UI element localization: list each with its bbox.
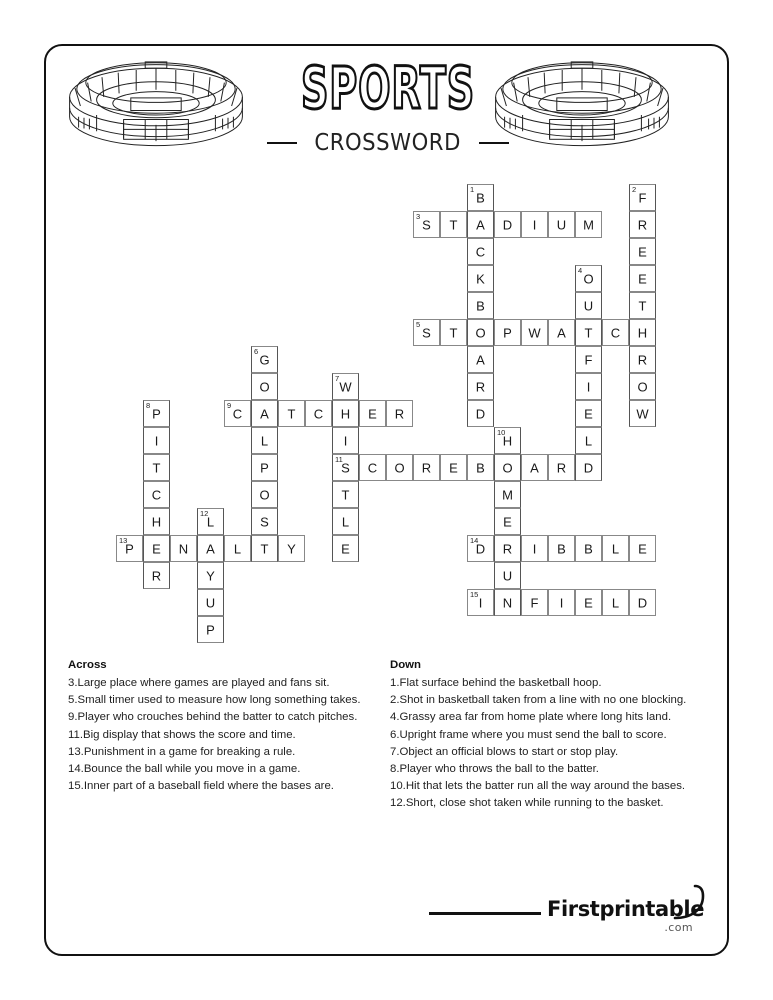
cell-letter: O [583,271,594,286]
grid-cell[interactable] [575,400,602,427]
cell-letter: L [611,541,620,556]
across-clue-list [68,675,368,795]
cell-letter: H [637,325,648,340]
cell-letter: I [532,217,537,232]
cell-letter: L [584,433,593,448]
cell-number: 13 [119,536,128,545]
cell-letter: C [610,325,621,340]
cell-letter: E [449,460,458,475]
clue-item: 7.Object an official blows to start or stop play. [390,745,619,758]
grid-cell[interactable] [305,400,332,427]
clue-item: 10.Hit that lets the batter run all the way around the bases. [390,780,686,793]
grid-cell[interactable] [359,400,386,427]
grid-cell[interactable] [332,535,359,562]
cell-letter: F [638,190,647,205]
cell-letter: P [125,541,134,556]
cell-letter: O [394,460,405,475]
cell-number: 4 [578,266,583,275]
grid-cell[interactable] [494,319,521,346]
grid-cell[interactable] [548,319,575,346]
cell-number: 14 [470,536,479,545]
cell-number: 7 [335,374,340,383]
cell-letter: E [638,541,647,556]
grid-cell[interactable] [467,319,494,346]
down-heading: Down [390,659,422,671]
grid-cell[interactable] [467,400,494,427]
cell-letter: D [475,406,486,421]
cell-letter: T [638,298,647,313]
cell-number: 8 [146,401,151,410]
grid-cell[interactable] [224,535,251,562]
grid-cell[interactable] [575,265,602,292]
grid-cell[interactable] [359,454,386,481]
cell-letter: W [528,325,541,340]
brand-logo[interactable] [429,890,709,940]
grid-cell[interactable] [413,454,440,481]
grid-cell[interactable] [521,319,548,346]
worksheet-page [44,44,729,956]
cell-letter: E [503,514,512,529]
cell-letter: O [475,325,486,340]
grid-cell[interactable] [575,427,602,454]
grid-cell[interactable] [332,427,359,454]
cell-letter: L [260,433,269,448]
down-clue-list [390,675,690,813]
cell-number: 5 [416,320,421,329]
cell-number: 12 [200,509,209,518]
grid-cell[interactable] [575,589,602,616]
cell-letter: B [476,190,485,205]
cell-letter: E [368,406,377,421]
grid-cell[interactable] [197,589,224,616]
cell-letter: N [178,541,189,556]
grid-cell[interactable] [332,373,359,400]
cell-letter: I [154,433,159,448]
cell-letter: M [502,487,513,502]
cell-letter: R [502,541,513,556]
grid-cell[interactable] [143,508,170,535]
grid-cell[interactable] [575,535,602,562]
brand-rule [429,912,541,915]
cell-letter: L [233,541,242,556]
grid-cell[interactable] [413,211,440,238]
cell-letter: A [206,541,215,556]
swoosh-icon [669,884,709,924]
grid-cell[interactable] [143,454,170,481]
grid-cell[interactable] [440,454,467,481]
cell-letter: S [422,325,431,340]
cell-letter: F [584,352,593,367]
grid-cell[interactable] [575,373,602,400]
grid-cell[interactable] [332,508,359,535]
cell-letter: L [341,514,350,529]
cell-letter: F [530,595,539,610]
grid-cell[interactable] [629,346,656,373]
cell-letter: A [476,217,485,232]
cell-letter: P [260,460,269,475]
grid-cell[interactable] [332,481,359,508]
cell-letter: U [583,298,594,313]
cell-letter: W [339,379,352,394]
cell-letter: T [287,406,296,421]
cell-letter: R [556,460,567,475]
cell-letter: R [394,406,405,421]
clue-item: 9.Player who crouches behind the batter to catch pitches. [68,711,358,724]
grid-cell[interactable] [251,535,278,562]
cell-letter: E [584,595,593,610]
grid-cell[interactable] [251,346,278,373]
cell-letter: R [637,352,648,367]
cell-letter: H [151,514,162,529]
cell-letter: U [502,568,513,583]
cell-letter: M [583,217,594,232]
grid-cell[interactable] [251,400,278,427]
clue-item: 1.Flat surface behind the basketball hoop. [390,677,602,689]
grid-cell[interactable] [170,535,197,562]
cell-letter: H [502,433,513,448]
grid-cell[interactable] [251,373,278,400]
grid-cell[interactable] [494,454,521,481]
cell-letter: D [583,460,594,475]
grid-cell[interactable] [467,265,494,292]
clue-item: 11.Big display that shows the score and time. [68,728,296,741]
grid-cell[interactable] [224,400,251,427]
clue-item: 15.Inner part of a baseball field where the bases are. [68,780,334,793]
cell-letter: T [584,325,593,340]
grid-cell[interactable] [467,373,494,400]
cell-letter: D [637,595,648,610]
cell-letter: B [476,298,485,313]
grid-cell[interactable] [548,454,575,481]
grid-cell[interactable] [548,589,575,616]
grid-cell[interactable] [575,319,602,346]
cell-letter: C [475,244,486,259]
grid-cell[interactable] [278,535,305,562]
cell-number: 10 [497,428,506,437]
cell-letter: E [584,406,593,421]
cell-number: 1 [470,185,475,194]
cell-letter: W [636,406,649,421]
clue-item: 5.Small timer used to measure how long something takes. [68,694,361,707]
cell-letter: R [151,568,162,583]
cell-letter: A [260,406,269,421]
cell-letter: O [502,460,513,475]
cell-number: 9 [227,401,232,410]
grid-cell[interactable] [548,211,575,238]
grid-cell[interactable] [629,292,656,319]
grid-cell[interactable] [521,454,548,481]
grid-cell[interactable] [629,184,656,211]
grid-cell[interactable] [197,562,224,589]
grid-cell[interactable] [521,535,548,562]
cell-letter: B [584,541,593,556]
cell-letter: K [476,271,485,286]
cell-letter: N [502,595,513,610]
cell-letter: D [502,217,513,232]
grid-cell[interactable] [116,535,143,562]
grid-cell[interactable] [440,319,467,346]
cell-letter: H [340,406,351,421]
grid-cell[interactable] [251,508,278,535]
grid-cell[interactable] [629,589,656,616]
grid-cell[interactable] [467,238,494,265]
cell-letter: B [557,541,566,556]
cell-letter: A [476,352,485,367]
cell-letter: O [259,487,270,502]
grid-cell[interactable] [278,400,305,427]
page-subtitle: CROSSWORD [314,130,462,156]
clue-item: 13.Punishment in a game for breaking a rule. [68,745,296,758]
cell-letter: G [259,352,270,367]
cell-letter: P [206,622,215,637]
grid-cell[interactable] [629,265,656,292]
grid-cell[interactable] [494,535,521,562]
grid-cell[interactable] [467,184,494,211]
grid-cell[interactable] [521,211,548,238]
grid-cell[interactable] [602,535,629,562]
cell-letter: I [559,595,564,610]
across-clues [68,659,368,795]
grid-cell[interactable] [494,481,521,508]
grid-cell[interactable] [197,535,224,562]
grid-cell[interactable] [413,319,440,346]
cell-letter: I [343,433,348,448]
grid-cell[interactable] [143,562,170,589]
grid-cell[interactable] [251,481,278,508]
grid-cell[interactable] [629,400,656,427]
grid-cell[interactable] [629,319,656,346]
grid-cell[interactable] [629,535,656,562]
grid-cell[interactable] [602,589,629,616]
grid-cell[interactable] [494,211,521,238]
cell-letter: P [152,406,161,421]
cell-letter: C [367,460,378,475]
cell-number: 6 [254,347,259,356]
cell-number: 2 [632,185,637,194]
cell-letter: C [313,406,324,421]
grid-cell[interactable] [251,454,278,481]
cell-letter: Y [206,568,215,583]
grid-cell[interactable] [629,238,656,265]
cell-letter: S [260,514,269,529]
page-footer [46,884,731,942]
grid-cell[interactable] [143,481,170,508]
cell-letter: U [205,595,216,610]
cell-letter: P [503,325,512,340]
cell-letter: L [611,595,620,610]
cell-number: 11 [335,455,343,464]
grid-cell[interactable] [467,292,494,319]
grid-cell[interactable] [143,400,170,427]
brand-tld: .com [664,921,693,934]
cell-letter: A [530,460,539,475]
cell-letter: T [260,541,269,556]
cell-letter: L [206,514,215,529]
clue-item: 14.Bounce the ball while you move in a game. [68,763,301,776]
grid-cell[interactable] [575,292,602,319]
down-clues [390,659,690,813]
grid-cell[interactable] [467,346,494,373]
clue-item: 4.Grassy area far from home plate where long hits land. [390,711,672,724]
cell-letter: B [476,460,485,475]
cell-number: 15 [470,590,479,599]
grid-cell[interactable] [629,373,656,400]
grid-cell[interactable] [386,400,413,427]
grid-cell[interactable] [332,454,359,481]
grid-cell[interactable] [494,427,521,454]
cell-letter: R [421,460,432,475]
cell-letter: R [475,379,486,394]
grid-cell[interactable] [386,454,413,481]
cell-letter: S [422,217,431,232]
cell-letter: D [475,541,486,556]
grid-cell[interactable] [440,211,467,238]
grid-cell[interactable] [467,589,494,616]
cell-letter: R [637,217,648,232]
grid-cell[interactable] [548,535,575,562]
grid-cell[interactable] [143,535,170,562]
clue-item: 12.Short, close shot taken while running to the basket. [390,797,664,810]
cell-letter: T [341,487,350,502]
clue-item: 8.Player who throws the ball to the batter. [390,763,599,776]
cell-letter: S [341,460,350,475]
cell-letter: E [341,541,350,556]
cell-letter: I [532,541,537,556]
cell-letter: T [152,460,161,475]
cell-letter: I [478,595,483,610]
clue-item: 2.Shot in basketball taken from a line with no one blocking. [390,694,687,707]
cell-letter: Y [287,541,296,556]
grid-cell[interactable] [494,508,521,535]
clue-item: 3.Large place where games are played and fans sit. [68,677,330,689]
cell-letter: A [557,325,566,340]
grid-cell[interactable] [629,211,656,238]
cell-letter: E [638,271,647,286]
grid-cell[interactable] [197,508,224,535]
cell-letter: U [556,217,567,232]
cell-letter: O [259,379,270,394]
page-title: SPORTS [300,54,476,123]
grid-cell[interactable] [602,319,629,346]
grid-cell[interactable] [143,427,170,454]
grid-cell[interactable] [467,454,494,481]
cell-letter: I [586,379,591,394]
brand-name: Firstprintable [547,897,705,921]
cell-letter: T [449,325,458,340]
clue-item: 6.Upright frame where you must send the ball to score. [390,728,667,741]
grid-cell[interactable] [494,562,521,589]
grid-cell[interactable] [575,346,602,373]
cell-letter: C [232,406,243,421]
grid-cell[interactable] [467,211,494,238]
crossword-grid[interactable] [46,46,731,646]
grid-cell[interactable] [521,589,548,616]
across-heading: Across [68,659,107,671]
cell-letter: E [638,244,647,259]
cell-number: 3 [416,212,421,221]
grid-cell[interactable] [197,616,224,643]
grid-cell[interactable] [575,454,602,481]
cell-letter: T [449,217,458,232]
cell-letter: O [637,379,648,394]
grid-cell[interactable] [251,427,278,454]
grid-cell[interactable] [575,211,602,238]
grid-cell[interactable] [332,400,359,427]
grid-cell[interactable] [494,589,521,616]
cell-letter: C [151,487,162,502]
grid-cell[interactable] [467,535,494,562]
cell-letter: E [152,541,161,556]
